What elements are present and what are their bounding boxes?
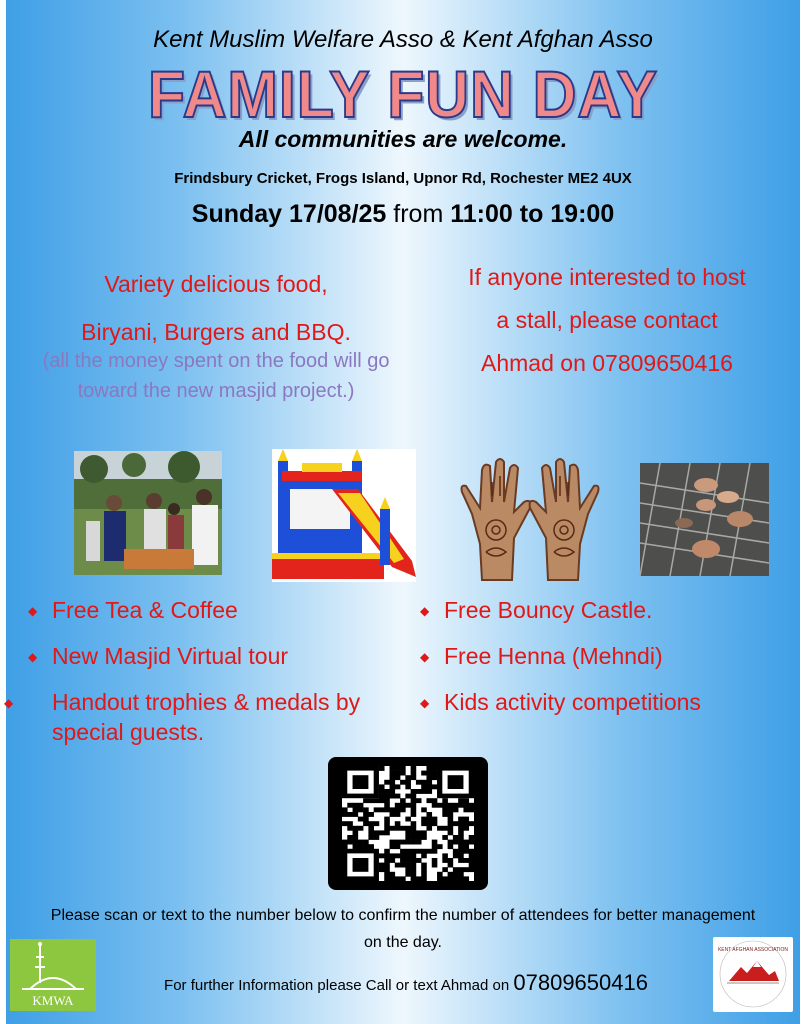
flyer [6, 0, 800, 1024]
mountain-icon [713, 937, 793, 1012]
organisers-line: Kent Muslim Welfare Asso & Kent Afghan Asso [153, 26, 653, 53]
kent-afghan-association-logo [713, 937, 793, 1012]
feature-henna: ◆ Free Henna (Mehndi) [420, 642, 663, 672]
crowd-photo [74, 451, 222, 575]
food-note: (all the money spent on the food will go toward the new masjid project.) [42, 350, 390, 402]
qr-code-area [342, 766, 474, 881]
date-from: from [393, 200, 444, 228]
feature-kids-competitions: ◆ Kids activity competitions [420, 688, 701, 718]
bouncy-castle-photo [272, 449, 416, 582]
stall-line-1: If anyone interested to host [468, 264, 746, 290]
bullet-icon: ◆ [28, 650, 38, 665]
further-info [96, 970, 716, 996]
feature-bouncy-castle: ◆ Free Bouncy Castle. [420, 596, 652, 626]
scan-instructions: Please scan or text to the number below to confirm the number of attendees for better management on the day. [50, 907, 756, 951]
feature-trophies: ◆ Handout trophies & medals by special guests. [4, 689, 361, 746]
kmwa-logo-text: KMWA [32, 993, 74, 1008]
qr-code[interactable] [328, 757, 488, 890]
henna-hands-image [452, 452, 608, 582]
kmwa-logo [10, 939, 96, 1011]
stall-info [414, 256, 800, 385]
bullet-icon: ◆ [420, 650, 430, 665]
further-info-text: For further Information please Call or text Ahmad on [164, 977, 510, 994]
crowd-photo-image [74, 451, 222, 575]
henna-hands-photo [452, 452, 608, 582]
bouncy-castle-image [272, 449, 416, 582]
bullet-icon: ◆ [4, 696, 14, 711]
bbq-grill-image [640, 463, 769, 576]
qr-code-image [342, 766, 474, 881]
venue-address: Frindsbury Cricket, Frogs Island, Upnor Rd, Rochester ME2 4UX [174, 170, 632, 187]
stall-line-2: a stall, please contact [496, 307, 718, 333]
stall-line-3: Ahmad on 07809650416 [481, 350, 733, 376]
food-line-2: Biryani, Burgers and BBQ. [81, 319, 351, 345]
feature-tea-coffee: ◆ Free Tea & Coffee [28, 596, 238, 626]
food-line-1: Variety delicious food, [104, 271, 328, 297]
event-date [6, 200, 800, 229]
kaa-logo-ring-text: KENT AFGHAN ASSOCIATION [717, 947, 789, 953]
bbq-grill-photo [640, 463, 769, 576]
event-title: FAMILY FUN DAY [148, 57, 658, 131]
date-time: 11:00 to 19:00 [450, 200, 615, 228]
bullet-icon: ◆ [420, 696, 430, 711]
bullet-icon: ◆ [420, 604, 430, 619]
mosque-icon [10, 939, 96, 1011]
tagline: All communities are welcome. [238, 126, 568, 152]
food-info [26, 260, 406, 356]
contact-number: 07809650416 [513, 970, 648, 995]
date-day: Sunday 17/08/25 [191, 200, 387, 228]
bullet-icon: ◆ [28, 604, 38, 619]
feature-virtual-tour: ◆ New Masjid Virtual tour [28, 642, 288, 672]
